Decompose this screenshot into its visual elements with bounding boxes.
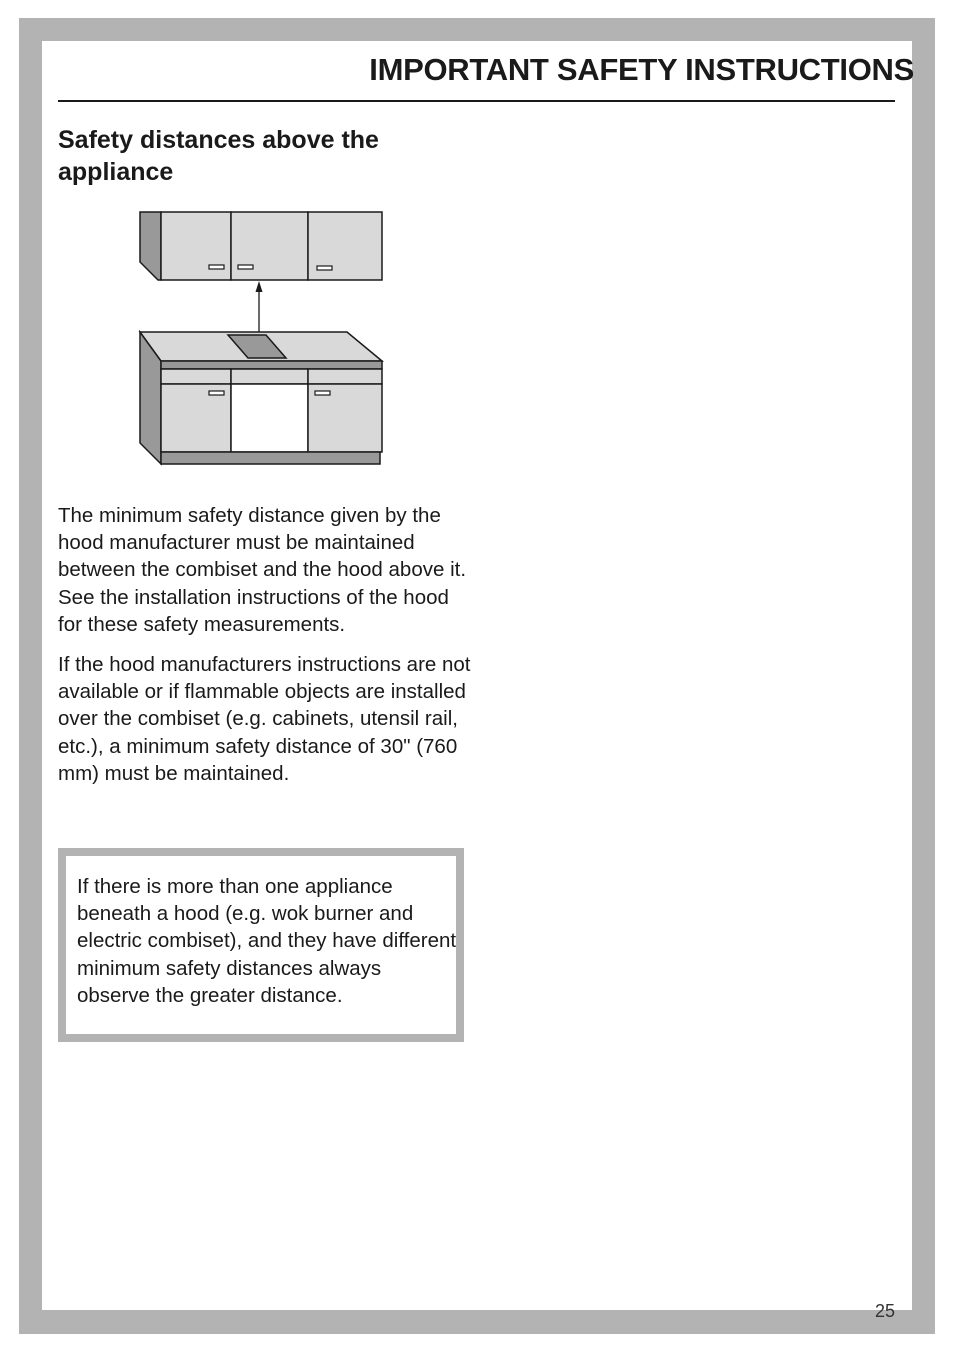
base-cabinet-drawer-right: [308, 369, 382, 384]
countertop-edge: [161, 361, 382, 369]
base-cabinet-opening: [231, 384, 308, 452]
wall-cabinet-middle: [231, 212, 308, 280]
page-header-title: IMPORTANT SAFETY INSTRUCTIONS: [369, 52, 914, 87]
base-cabinet-drawer-middle: [231, 369, 308, 384]
body-text: [58, 502, 473, 800]
base-cabinet-handle: [209, 391, 224, 395]
base-cabinet-drawer-left: [161, 369, 231, 384]
section-title: Safety distances above the appliance: [58, 126, 379, 186]
wall-cabinet-side: [140, 212, 161, 280]
page-number: 25: [874, 1301, 895, 1321]
note-box: [58, 848, 464, 1042]
base-cabinet-handle: [315, 391, 330, 395]
wall-cabinet-left: [161, 212, 231, 280]
distance-arrow-head-up: [256, 281, 263, 292]
wall-cabinet-handle: [317, 266, 332, 270]
base-cabinet-plinth: [161, 452, 380, 464]
body-paragraph: The minimum safety distance given by the hood manufacturer must be maintained between the combiset and the hood above it. See the installation instructions of the hood for these safety measurements.: [58, 504, 467, 636]
body-paragraph: If the hood manufacturers instructions are not available or if flammable objects are installed over the combiset (e.g. cabinets, utensil rail, etc.), a minimum safety distance of 30" (760 mm) must be maintained.: [58, 653, 471, 785]
header-divider: [58, 100, 895, 102]
wall-cabinet-handle: [209, 265, 224, 269]
safety-distance-illustration: [136, 208, 386, 470]
note-text: If there is more than one appliance beneath a hood (e.g. wok burner and electric combiset), and they have different minimum safety distances always observe the greater distance.: [77, 875, 457, 1007]
wall-cabinet-handle: [238, 265, 253, 269]
